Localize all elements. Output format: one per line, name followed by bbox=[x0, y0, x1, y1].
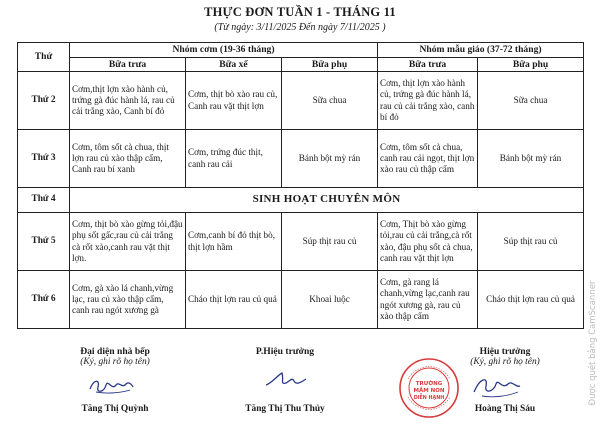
page-title: THỰC ĐƠN TUẦN 1 - THÁNG 11 bbox=[204, 5, 396, 19]
header-row-meals bbox=[18, 57, 584, 72]
header-mg-bua-phu: Bữa phụ bbox=[478, 57, 584, 72]
school-seal-icon bbox=[398, 357, 460, 419]
signature-role: Hiệu trưởng bbox=[479, 346, 531, 357]
cell-phu: Sữa chua bbox=[282, 72, 378, 130]
header-bua-phu: Bữa phụ bbox=[282, 57, 378, 72]
handwritten-signature-icon bbox=[468, 372, 524, 400]
day-label: Thứ 5 bbox=[18, 213, 70, 271]
cell-trua: Cơm, tôm sốt cà chua, thịt lợn rau củ xào thập cẩm, Canh rau bí xanh bbox=[70, 130, 186, 188]
menu-table bbox=[17, 42, 584, 329]
cell-mg-phu: Cháo thịt lợn rau củ quả bbox=[478, 271, 584, 329]
header-bua-xe: Bữa xế bbox=[186, 57, 282, 72]
cell-trua: Cơm, gà xào lá chanh,vừng lạc, rau củ xào thập cẩm, canh rau ngót xương gà bbox=[70, 271, 186, 329]
cell-mg-trua: Cơm, gà rang lá chanh,vừng lạc,canh rau ngót xương gà, rau củ xào thập cẩm bbox=[378, 271, 478, 329]
cell-phu: Bánh bột mỳ rán bbox=[282, 130, 378, 188]
cell-mg-trua: Cơm, Thịt bò xào gừng tỏi,rau củ cải trắng,cà rốt xào, đậu phụ sốt cà chua, canh rau vặt thịt lợn bbox=[378, 213, 478, 271]
cell-phu: Khoai luộc bbox=[282, 271, 378, 329]
signature-kitchen bbox=[40, 346, 190, 367]
signature-name: Tăng Thị Thu Thủy bbox=[245, 404, 325, 414]
signature-role: Đại diện nhà bếp bbox=[80, 346, 150, 357]
signature-note: (Ký, ghi rõ họ tên) bbox=[80, 357, 150, 367]
day-label: Thứ 6 bbox=[18, 271, 70, 329]
cell-trua: Cơm,thịt lợn xào hành củ, trứng gà đúc hành lá, rau củ cải trắng xào, Canh bí đỏ bbox=[70, 72, 186, 130]
day-label: Thứ 2 bbox=[18, 72, 70, 130]
cell-xe: Cơm,canh bí đỏ thịt bò, thịt lợn hầm bbox=[186, 213, 282, 271]
cell-mg-trua: Cơm, tôm sốt cà chua, canh rau cải ngọt, thịt lợn xào rau củ thập cẩm bbox=[378, 130, 478, 188]
signature-kitchen-name-block bbox=[40, 404, 190, 414]
handwritten-signature-icon bbox=[86, 375, 136, 397]
cell-mg-phu: Súp thịt rau củ bbox=[478, 213, 584, 271]
signature-role: P.Hiệu trưởng bbox=[255, 346, 315, 357]
header-row-groups bbox=[18, 43, 584, 58]
cell-mg-phu: Bánh bột mỳ rán bbox=[478, 130, 584, 188]
table-row bbox=[18, 72, 584, 130]
cell-mg-phu: Sữa chua bbox=[478, 72, 584, 130]
header-group-nhatre: Nhóm cơm (19-36 tháng) bbox=[70, 43, 378, 58]
date-range: (Từ ngày: 3/11/2025 Đến ngày 7/11/2025 ) bbox=[214, 22, 386, 33]
signature-vice-principal-name-block bbox=[210, 404, 360, 414]
cell-phu: Súp thịt rau củ bbox=[282, 213, 378, 271]
header-bua-trua: Bữa trưa bbox=[70, 57, 186, 72]
handwritten-signature-icon bbox=[262, 369, 310, 391]
table-row bbox=[18, 130, 584, 188]
cell-xe: Cháo thịt lợn rau củ quả bbox=[186, 271, 282, 329]
signature-name: Hoàng Thị Sáu bbox=[474, 404, 536, 414]
svg-text:DIỄN HẠNH: DIỄN HẠNH bbox=[413, 396, 445, 401]
cell-xe: Cơm, thịt bò xào rau củ, Canh rau vặt thịt lợn bbox=[186, 72, 282, 130]
table-row-special bbox=[18, 188, 584, 213]
cell-mg-trua: Cơm, thịt lợn xào hành củ, trứng gà đúc hành lá, rau củ cải trắng xào, canh bí đỏ bbox=[378, 72, 478, 130]
signature-note: (Ký, ghi rõ họ tên) bbox=[470, 357, 540, 367]
header-group-maugiao: Nhóm mẫu giáo (37-72 tháng) bbox=[378, 43, 584, 58]
scanner-watermark: Được quét bằng CamScanner bbox=[588, 280, 598, 406]
table-row bbox=[18, 213, 584, 271]
day-label: Thứ 3 bbox=[18, 130, 70, 188]
header-day: Thứ bbox=[18, 43, 70, 72]
day-label: Thứ 4 bbox=[18, 188, 70, 213]
svg-text:MẦM NON: MẦM NON bbox=[413, 388, 445, 394]
signature-vice-principal bbox=[210, 346, 360, 357]
cell-trua: Cơm, thịt bò xào gừng tỏi,đậu phụ sốt gấc,rau củ cải trắng cà rốt xào,canh rau vặt thịt lợn. bbox=[70, 213, 186, 271]
cell-xe: Cơm, trứng đúc thịt, canh rau cải bbox=[186, 130, 282, 188]
svg-text:TRƯỜNG: TRƯỜNG bbox=[415, 381, 443, 387]
table-row bbox=[18, 271, 584, 329]
header-mg-bua-trua: Bữa trưa bbox=[378, 57, 478, 72]
signature-name: Tăng Thị Quỳnh bbox=[81, 404, 149, 414]
special-activity: SINH HOẠT CHUYÊN MÔN bbox=[70, 188, 584, 213]
